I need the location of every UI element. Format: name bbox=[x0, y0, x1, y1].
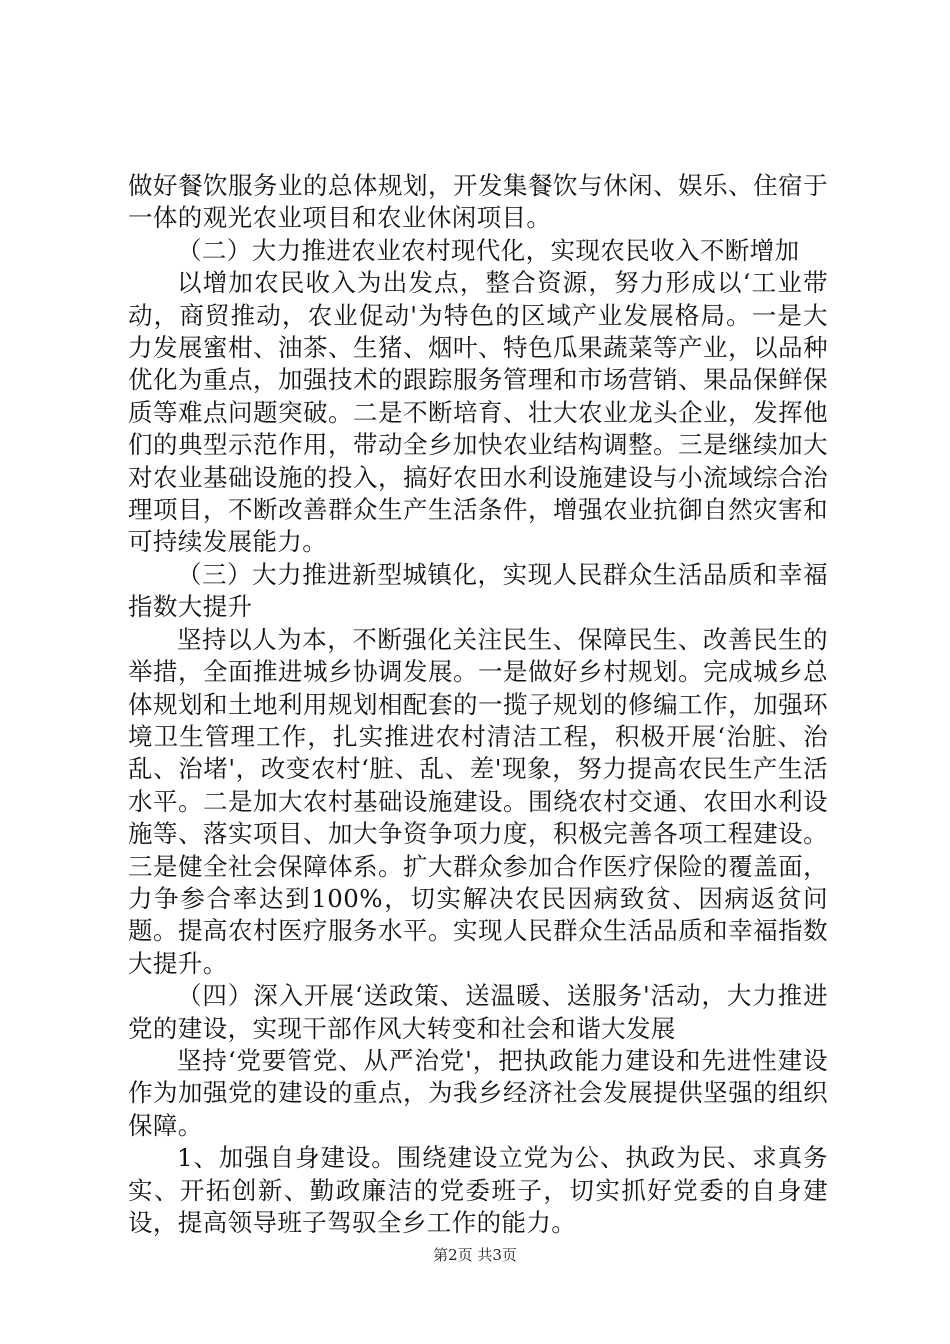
paragraph-party-building: 坚持‘党要管党、从严治党'，把执政能力建设和先进性建设作为加强党的建设的重点，为我乡经济社会发展提供坚强的组织保障。 bbox=[128, 1045, 828, 1140]
paragraph-continuation: 做好餐饮服务业的总体规划，开发集餐饮与休闲、娱乐、住宿于一体的观光农业项目和农业休闲项目。 bbox=[128, 171, 828, 233]
paragraph-urbanization: 坚持以人为本，不断强化关注民生、保障民生、改善民生的举措，全面推进城乡协调发展。一是做好乡村规划。完成城乡总体规划和土地利用规划相配套的一揽子规划的修编工作，加强环境卫生管理工作，扎实推进农村清洁工程，积极开展‘治脏、治乱、治堵'，改变农村‘脏、乱、差'现象，努力提高农民生产生活水平。二是加大农村基础设施建设。围绕农村交通、农田水利设施等、落实项目、加大争资争项力度，积极完善各项工程建设。三是健全社会保障体系。扩大群众参加合作医疗保险的覆盖面，力争参合率达到100%，切实解决农民因病致贫、因病返贫问题。提高农村医疗服务水平。实现人民群众生活品质和幸福指数大提升。 bbox=[128, 624, 828, 978]
section-heading-4: （四）深入开展‘送政策、送温暖、送服务'活动，大力推进党的建设，实现干部作风大转变和社会和谐大发展 bbox=[128, 981, 828, 1043]
document-body bbox=[128, 170, 828, 1239]
section-heading-3: （三）大力推进新型城镇化，实现人民群众生活品质和幸福指数大提升 bbox=[128, 559, 828, 622]
paragraph-agriculture: 以增加农民收入为出发点，整合资源，努力形成以‘工业带动，商贸推动，农业促动'为特色的区域产业发展格局。一是大力发展蜜柑、油茶、生猪、烟叶、特色瓜果蔬菜等产业，以品种优化为重点，加强技术的跟踪服务管理和市场营销、果品保鲜保质等难点问题突破。二是不断培育、壮大农业龙头企业，发挥他们的典型示范作用，带动全乡加快农业结构调整。三是继续加大对农业基础设施的投入，搞好农田水利设施建设与小流域综合治理项目，不断改善群众生产生活条件，增强农业抗御自然灾害和可持续发展能力。 bbox=[128, 268, 828, 557]
page-number: 第2页 共3页 bbox=[433, 1246, 517, 1264]
page-footer bbox=[0, 1244, 950, 1265]
paragraph-self-building: 1、加强自身建设。围绕建设立党为公、执政为民、求真务实、开拓创新、勤政廉洁的党委班子，切实抓好党委的自身建设，提高领导班子驾驭全乡工作的能力。 bbox=[128, 1143, 828, 1237]
section-heading-2: （二）大力推进农业农村现代化，实现农民收入不断增加 bbox=[177, 235, 800, 265]
